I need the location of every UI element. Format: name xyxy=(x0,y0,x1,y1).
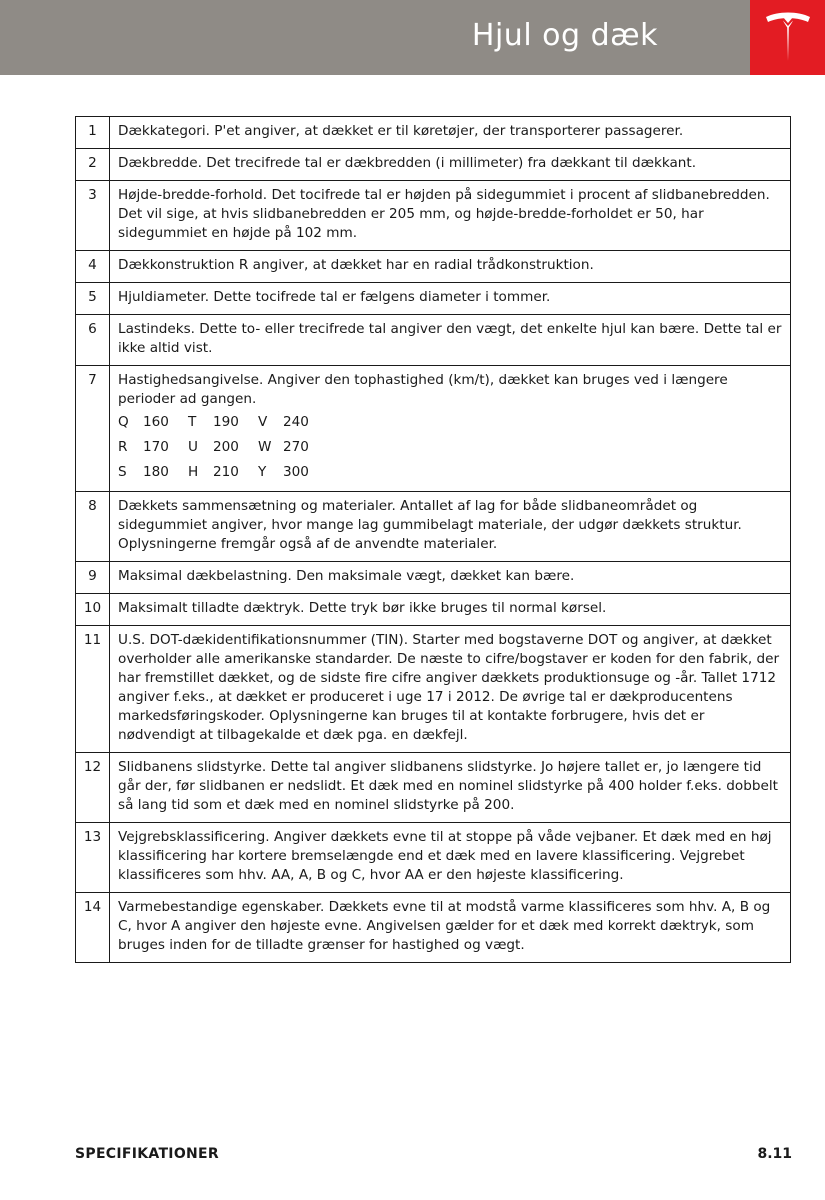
speed-rating xyxy=(118,413,188,432)
footer-page-number: 8.11 xyxy=(757,1146,792,1162)
table-row xyxy=(76,251,791,283)
table-row xyxy=(76,562,791,594)
row-description: Lastindeks. Dette to- eller trecifrede tal angiver den vægt, det enkelte hjul kan bære. Dette tal er ikke altid vist. xyxy=(118,321,782,356)
row-number: 9 xyxy=(76,562,110,594)
row-description: Hjuldiameter. Dette tocifrede tal er fælgens diameter i tommer. xyxy=(118,289,551,305)
row-number: 14 xyxy=(76,893,110,963)
row-number: 12 xyxy=(76,753,110,823)
row-description-cell xyxy=(110,893,791,963)
table-row xyxy=(76,117,791,149)
brand-logo-box xyxy=(750,0,825,75)
speed-rating-line xyxy=(118,461,782,484)
row-description: Maksimalt tilladte dæktryk. Dette tryk bør ikke bruges til normal kørsel. xyxy=(118,600,607,616)
row-number: 13 xyxy=(76,823,110,893)
speed-rating-line xyxy=(118,436,782,459)
row-description: Hastighedsangivelse. Angiver den tophastighed (km/t), dækket kan bruges ved i længere perioder ad gangen. xyxy=(118,372,728,407)
speed-rating xyxy=(188,438,258,457)
tesla-logo-icon xyxy=(763,11,813,65)
row-number: 11 xyxy=(76,626,110,753)
row-number: 2 xyxy=(76,149,110,181)
speed-letter: H xyxy=(188,464,199,480)
table-row xyxy=(76,753,791,823)
row-description: Maksimal dækbelastning. Den maksimale vægt, dækket kan bære. xyxy=(118,568,575,584)
speed-value: 300 xyxy=(283,464,309,480)
tire-marking-table xyxy=(75,116,791,963)
speed-rating xyxy=(258,438,328,457)
table-row xyxy=(76,315,791,366)
header-band xyxy=(0,0,750,75)
speed-letter: V xyxy=(258,414,268,430)
speed-rating xyxy=(118,463,188,482)
row-description-cell xyxy=(110,283,791,315)
table-row xyxy=(76,626,791,753)
speed-letter: W xyxy=(258,439,272,455)
table-row xyxy=(76,149,791,181)
table-row xyxy=(76,893,791,963)
row-description-cell xyxy=(110,594,791,626)
speed-letter: R xyxy=(118,439,128,455)
row-description: Vejgrebsklassificering. Angiver dækkets evne til at stoppe på våde vejbaner. Et dæk med en høj klassificering har kortere bremselængde end et dæk med en lavere klassificering. Vejgrebet klassificeres som hhv. AA, A, B og C, hvor AA er den højeste klassificering. xyxy=(118,829,772,883)
row-description-cell xyxy=(110,492,791,562)
table-row xyxy=(76,492,791,562)
row-description-cell xyxy=(110,181,791,251)
row-number: 5 xyxy=(76,283,110,315)
speed-letter: S xyxy=(118,464,127,480)
row-description-cell xyxy=(110,251,791,283)
speed-value: 200 xyxy=(213,439,239,455)
table-row xyxy=(76,366,791,492)
speed-value: 270 xyxy=(283,439,309,455)
row-number: 8 xyxy=(76,492,110,562)
row-description: Dækkategori. P'et angiver, at dækket er til køretøjer, der transporterer passagerer. xyxy=(118,123,684,139)
table-row xyxy=(76,594,791,626)
speed-value: 190 xyxy=(213,414,239,430)
row-description-cell xyxy=(110,626,791,753)
speed-rating xyxy=(188,413,258,432)
row-number: 7 xyxy=(76,366,110,492)
speed-rating xyxy=(188,463,258,482)
table-row xyxy=(76,283,791,315)
row-description: U.S. DOT-dækidentifikationsnummer (TIN). Starter med bogstaverne DOT og angiver, at dækket overholder alle amerikanske standarder. De næste to cifre/bogstaver er koden for den fabrik, der har fremstillet dækket, og de sidste fire cifre angiver dækkets produktionsuge og -år. Tallet 1712 angiver f.eks., at dækket er produceret i uge 17 i 2012. De øvrige tal er dækproducentens markedsføringskoder. Oplysningerne kan bruges til at kontakte forbrugere, hvis det er nødvendigt at tilbagekalde et dæk pga. en dækfejl. xyxy=(118,632,780,743)
row-description: Slidbanens slidstyrke. Dette tal angiver slidbanens slidstyrke. Jo højere tallet er, jo længere tid går der, før slidbanen er nedslidt. Et dæk med en nominel slidstyrke på 400 holder f.eks. dobbelt så lang tid som et dæk med en nominel slidstyrke på 200. xyxy=(118,759,778,813)
speed-letter: T xyxy=(188,414,197,430)
speed-value: 240 xyxy=(283,414,309,430)
row-description-cell xyxy=(110,823,791,893)
speed-rating xyxy=(258,413,328,432)
speed-rating-line xyxy=(118,411,782,434)
row-number: 1 xyxy=(76,117,110,149)
speed-value: 170 xyxy=(143,439,169,455)
footer-section-label: SPECIFIKATIONER xyxy=(75,1146,219,1162)
speed-letter: Q xyxy=(118,414,129,430)
row-description: Højde-bredde-forhold. Det tocifrede tal er højden på sidegummiet i procent af slidbanebredden. Det vil sige, at hvis slidbanebredden er 205 mm, og højde-bredde-forholdet er 50, har sidegummiet en højde på 102 mm. xyxy=(118,187,770,241)
speed-letter: Y xyxy=(258,464,267,480)
row-number: 3 xyxy=(76,181,110,251)
row-description: Dækkonstruktion R angiver, at dækket har en radial trådkonstruktion. xyxy=(118,257,594,273)
row-description: Dækkets sammensætning og materialer. Antallet af lag for både slidbaneområdet og sidegummiet angiver, hvor mange lag gummibelagt materiale, der udgør dækkets struktur. Oplysningerne fremgår også af de anvendte materialer. xyxy=(118,498,742,552)
row-description: Varmebestandige egenskaber. Dækkets evne til at modstå varme klassificeres som hhv. A, B og C, hvor A angiver den højeste evne. Angivelsen gælder for et dæk med korrekt dæktryk, som bruges inden for de tilladte grænser for hastighed og vægt. xyxy=(118,899,771,953)
speed-letter: U xyxy=(188,439,198,455)
speed-value: 160 xyxy=(143,414,169,430)
page-title: Hjul og dæk xyxy=(471,18,658,53)
row-description-cell xyxy=(110,117,791,149)
row-description-cell xyxy=(110,753,791,823)
speed-rating xyxy=(118,438,188,457)
row-description-cell xyxy=(110,562,791,594)
speed-value: 180 xyxy=(143,464,169,480)
row-description: Dækbredde. Det trecifrede tal er dækbredden (i millimeter) fra dækkant til dækkant. xyxy=(118,155,697,171)
row-number: 10 xyxy=(76,594,110,626)
row-description-cell xyxy=(110,366,791,492)
speed-value: 210 xyxy=(213,464,239,480)
row-description-cell xyxy=(110,315,791,366)
table-row xyxy=(76,181,791,251)
table-row xyxy=(76,823,791,893)
speed-rating xyxy=(258,463,328,482)
row-description-cell xyxy=(110,149,791,181)
row-number: 6 xyxy=(76,315,110,366)
row-number: 4 xyxy=(76,251,110,283)
